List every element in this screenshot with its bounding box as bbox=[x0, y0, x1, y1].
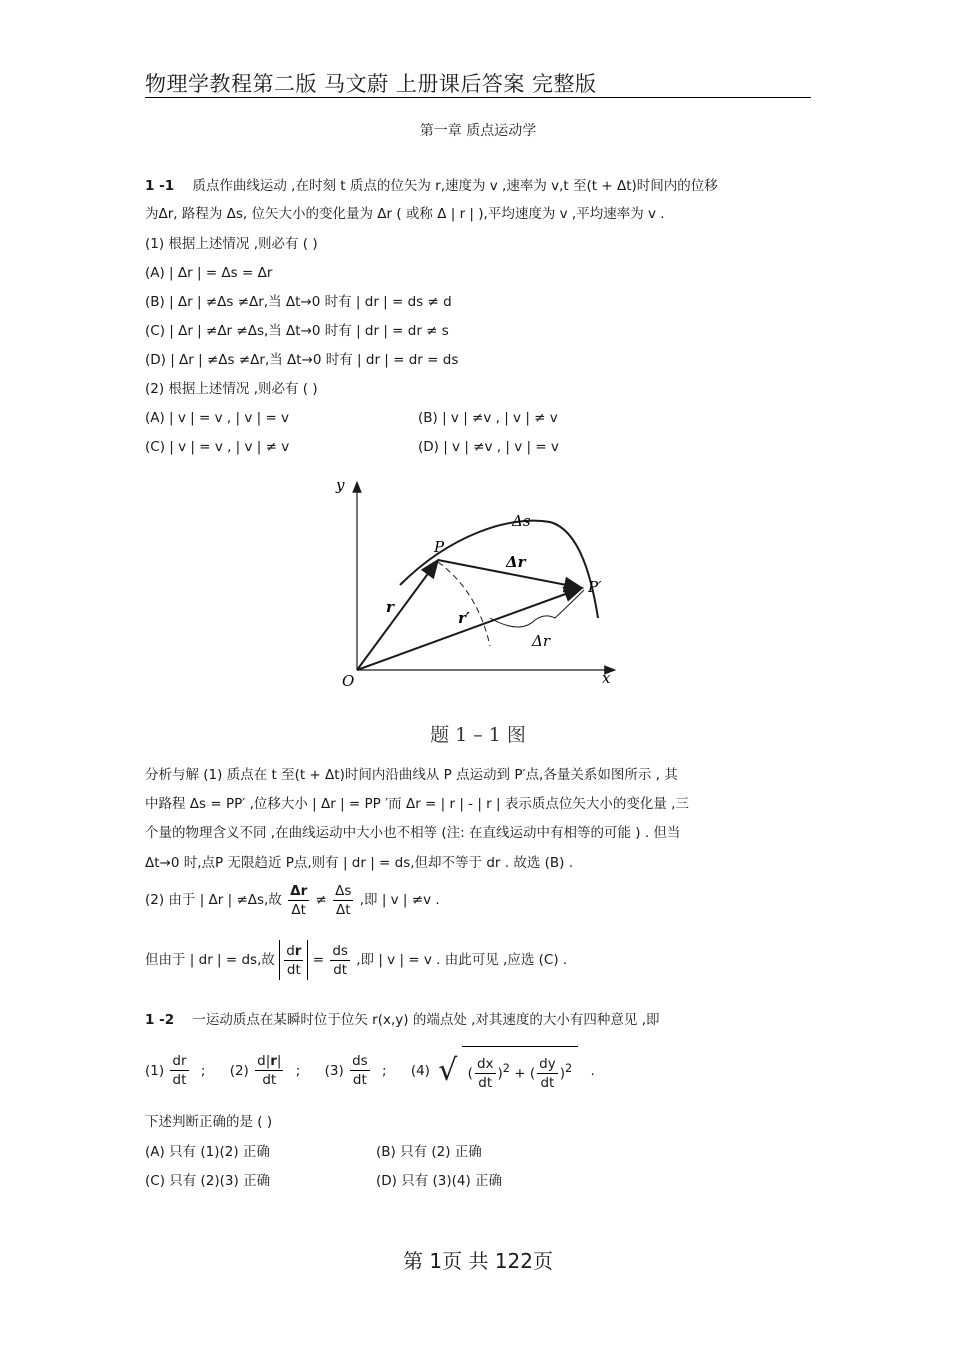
q1-line2: 为Δr, 路程为 Δs, 位矢大小的变化量为 Δr ( 或称 Δ | r | ),平均速度为 v ,平均速率为 v . bbox=[145, 206, 665, 222]
header-rule bbox=[145, 97, 811, 98]
page-footer: 第 1页 共 122页 bbox=[403, 1249, 553, 1273]
analysis-line5-start: (2) 由于 | Δr | ≠Δs,故 bbox=[145, 892, 282, 908]
q1-line1 bbox=[145, 176, 718, 196]
analysis-line2: 中路程 Δs = PP′ ,位移大小 | Δr | = PP ′而 Δr = | r | - | r | 表示质点位矢大小的变化量 ,三 bbox=[145, 796, 689, 812]
vector-r bbox=[357, 560, 438, 670]
label-delta-r: Δr bbox=[532, 632, 551, 650]
formula-3-label: (3) bbox=[324, 1062, 344, 1079]
label-y: y bbox=[336, 476, 345, 494]
q1-number: 1 -1 bbox=[145, 178, 175, 194]
abs-fraction-dr-dt: $\frac{dr}{dt}$ bbox=[279, 940, 308, 980]
label-r-prime: r′ bbox=[458, 609, 470, 627]
trajectory-curve bbox=[400, 521, 598, 618]
label-origin: O bbox=[342, 672, 355, 690]
fraction-ds-dt-2: $\frac{ds}{dt}$ bbox=[332, 942, 348, 978]
not-equal-sign: ≠ bbox=[315, 892, 327, 908]
equal-sign: = bbox=[312, 952, 325, 968]
q1-option-c: (C) | Δr | ≠Δr ≠Δs,当 Δt→0 时有 | dr | = dr ≠ s bbox=[145, 323, 449, 339]
q1-part2-option-a: (A) | v | = v , | v | = v bbox=[145, 410, 290, 426]
fraction-dr-dt: $\frac{\Delta r}{\Delta t}$ bbox=[290, 882, 308, 918]
q1-part1-prompt: (1) 根据上述情况 ,则必有 ( ) bbox=[145, 236, 318, 252]
formula-4-label: (4) bbox=[410, 1062, 430, 1079]
fraction-ds-dt: $\frac{\Delta s}{\Delta t}$ bbox=[335, 882, 352, 918]
label-delta-r-vector: Δr bbox=[506, 553, 526, 571]
q2-option-d: (D) 只有 (3)(4) 正确 bbox=[376, 1173, 503, 1189]
analysis-line5-end: ,即 | v | ≠v . bbox=[359, 892, 440, 908]
formula-3: $\frac{ds}{dt}$ bbox=[352, 1053, 368, 1089]
figure-caption: 题 1 – 1 图 bbox=[430, 724, 526, 746]
motion-diagram bbox=[330, 470, 630, 695]
label-r: r bbox=[386, 598, 394, 616]
q2-option-a: (A) 只有 (1)(2) 正确 bbox=[145, 1144, 270, 1160]
formula-1: $\frac{dr}{dt}$ bbox=[172, 1053, 187, 1089]
analysis-line6 bbox=[145, 940, 567, 980]
q1-option-d: (D) | Δr | ≠Δs ≠Δr,当 Δt→0 时有 | dr | = dr = ds bbox=[145, 352, 459, 368]
label-p: P bbox=[434, 538, 445, 556]
q1-part2-prompt: (2) 根据上述情况 ,则必有 ( ) bbox=[145, 381, 318, 397]
label-p-prime: P′ bbox=[588, 578, 602, 596]
q1-part2-option-b: (B) | v | ≠v , | v | ≠ v bbox=[418, 410, 558, 426]
analysis-line6-end: ,即 | v | = v . 由此可见 ,应选 (C) . bbox=[356, 952, 568, 968]
sqrt-sign: √ bbox=[438, 1052, 458, 1088]
q2-options-formulas: (1) $\frac{dr}{dt}$ ; (2) $\frac{d|r|}{dt}$ ; (3) $\frac{ds}{dt}$ ; (4) √ ( $\frac{dx}{dt}$ )$^2$ + ( $\frac{dy}{dt}$ )$^2$ . bbox=[145, 1046, 595, 1096]
label-x: x bbox=[602, 669, 611, 687]
q2-text-1: 一运动质点在某瞬时位于位矢 r(x,y) 的端点处 ,对其速度的大小有四种意见 ,即 bbox=[192, 1012, 660, 1028]
q1-option-b: (B) | Δr | ≠Δs ≠Δr,当 Δt→0 时有 | dr | = ds ≠ d bbox=[145, 294, 452, 310]
formula-1-label: (1) bbox=[145, 1062, 165, 1079]
analysis-line6-start: 但由于 | dr | = ds,故 bbox=[145, 952, 275, 968]
analysis-line1: 分析与解 (1) 质点在 t 至(t + Δt)时间内沿曲线从 P 点运动到 P′点,各量关系如图所示 , 其 bbox=[145, 767, 678, 783]
analysis-line3: 个量的物理含义不同 ,在曲线运动中大小也不相等 (注: 在直线运动中有相等的可能 ) . 但当 bbox=[145, 825, 681, 841]
q2-judge-prompt: 下述判断正确的是 ( ) bbox=[145, 1114, 273, 1130]
formula-4: ( $\frac{dx}{dt}$ )$^2$ + ( $\frac{dy}{dt}$ )$^2$ bbox=[462, 1046, 578, 1096]
q2-number: 1 -2 bbox=[145, 1012, 175, 1028]
q2-option-c: (C) 只有 (2)(3) 正确 bbox=[145, 1173, 271, 1189]
chapter-title: 第一章 质点运动学 bbox=[419, 123, 537, 139]
q1-text-1: 质点作曲线运动 ,在时刻 t 质点的位矢为 r,速度为 v ,速率为 v,t 至(t + Δt)时间内的位移 bbox=[192, 178, 718, 194]
q1-part2-option-d: (D) | v | ≠v , | v | = v bbox=[418, 439, 559, 455]
brace bbox=[490, 590, 584, 627]
analysis-line4: Δt→0 时,点P 无限趋近 P点,则有 | dr | = ds,但却不等于 dr . 故选 (B) . bbox=[145, 855, 573, 871]
page-header-title: 物理学教程第二版 马文蔚 上册课后答案 完整版 bbox=[145, 72, 597, 96]
label-delta-s: Δs bbox=[512, 512, 531, 530]
formula-2: $\frac{d|r|}{dt}$ bbox=[257, 1053, 282, 1089]
analysis-line5 bbox=[145, 880, 440, 920]
q2-line1 bbox=[145, 1010, 660, 1030]
q2-option-b: (B) 只有 (2) 正确 bbox=[376, 1144, 482, 1160]
dashed-arc bbox=[438, 562, 490, 646]
q1-part2-option-c: (C) | v | = v , | v | ≠ v bbox=[145, 439, 290, 455]
q1-option-a: (A) | Δr | = Δs = Δr bbox=[145, 265, 273, 281]
formula-2-label: (2) bbox=[229, 1062, 249, 1079]
